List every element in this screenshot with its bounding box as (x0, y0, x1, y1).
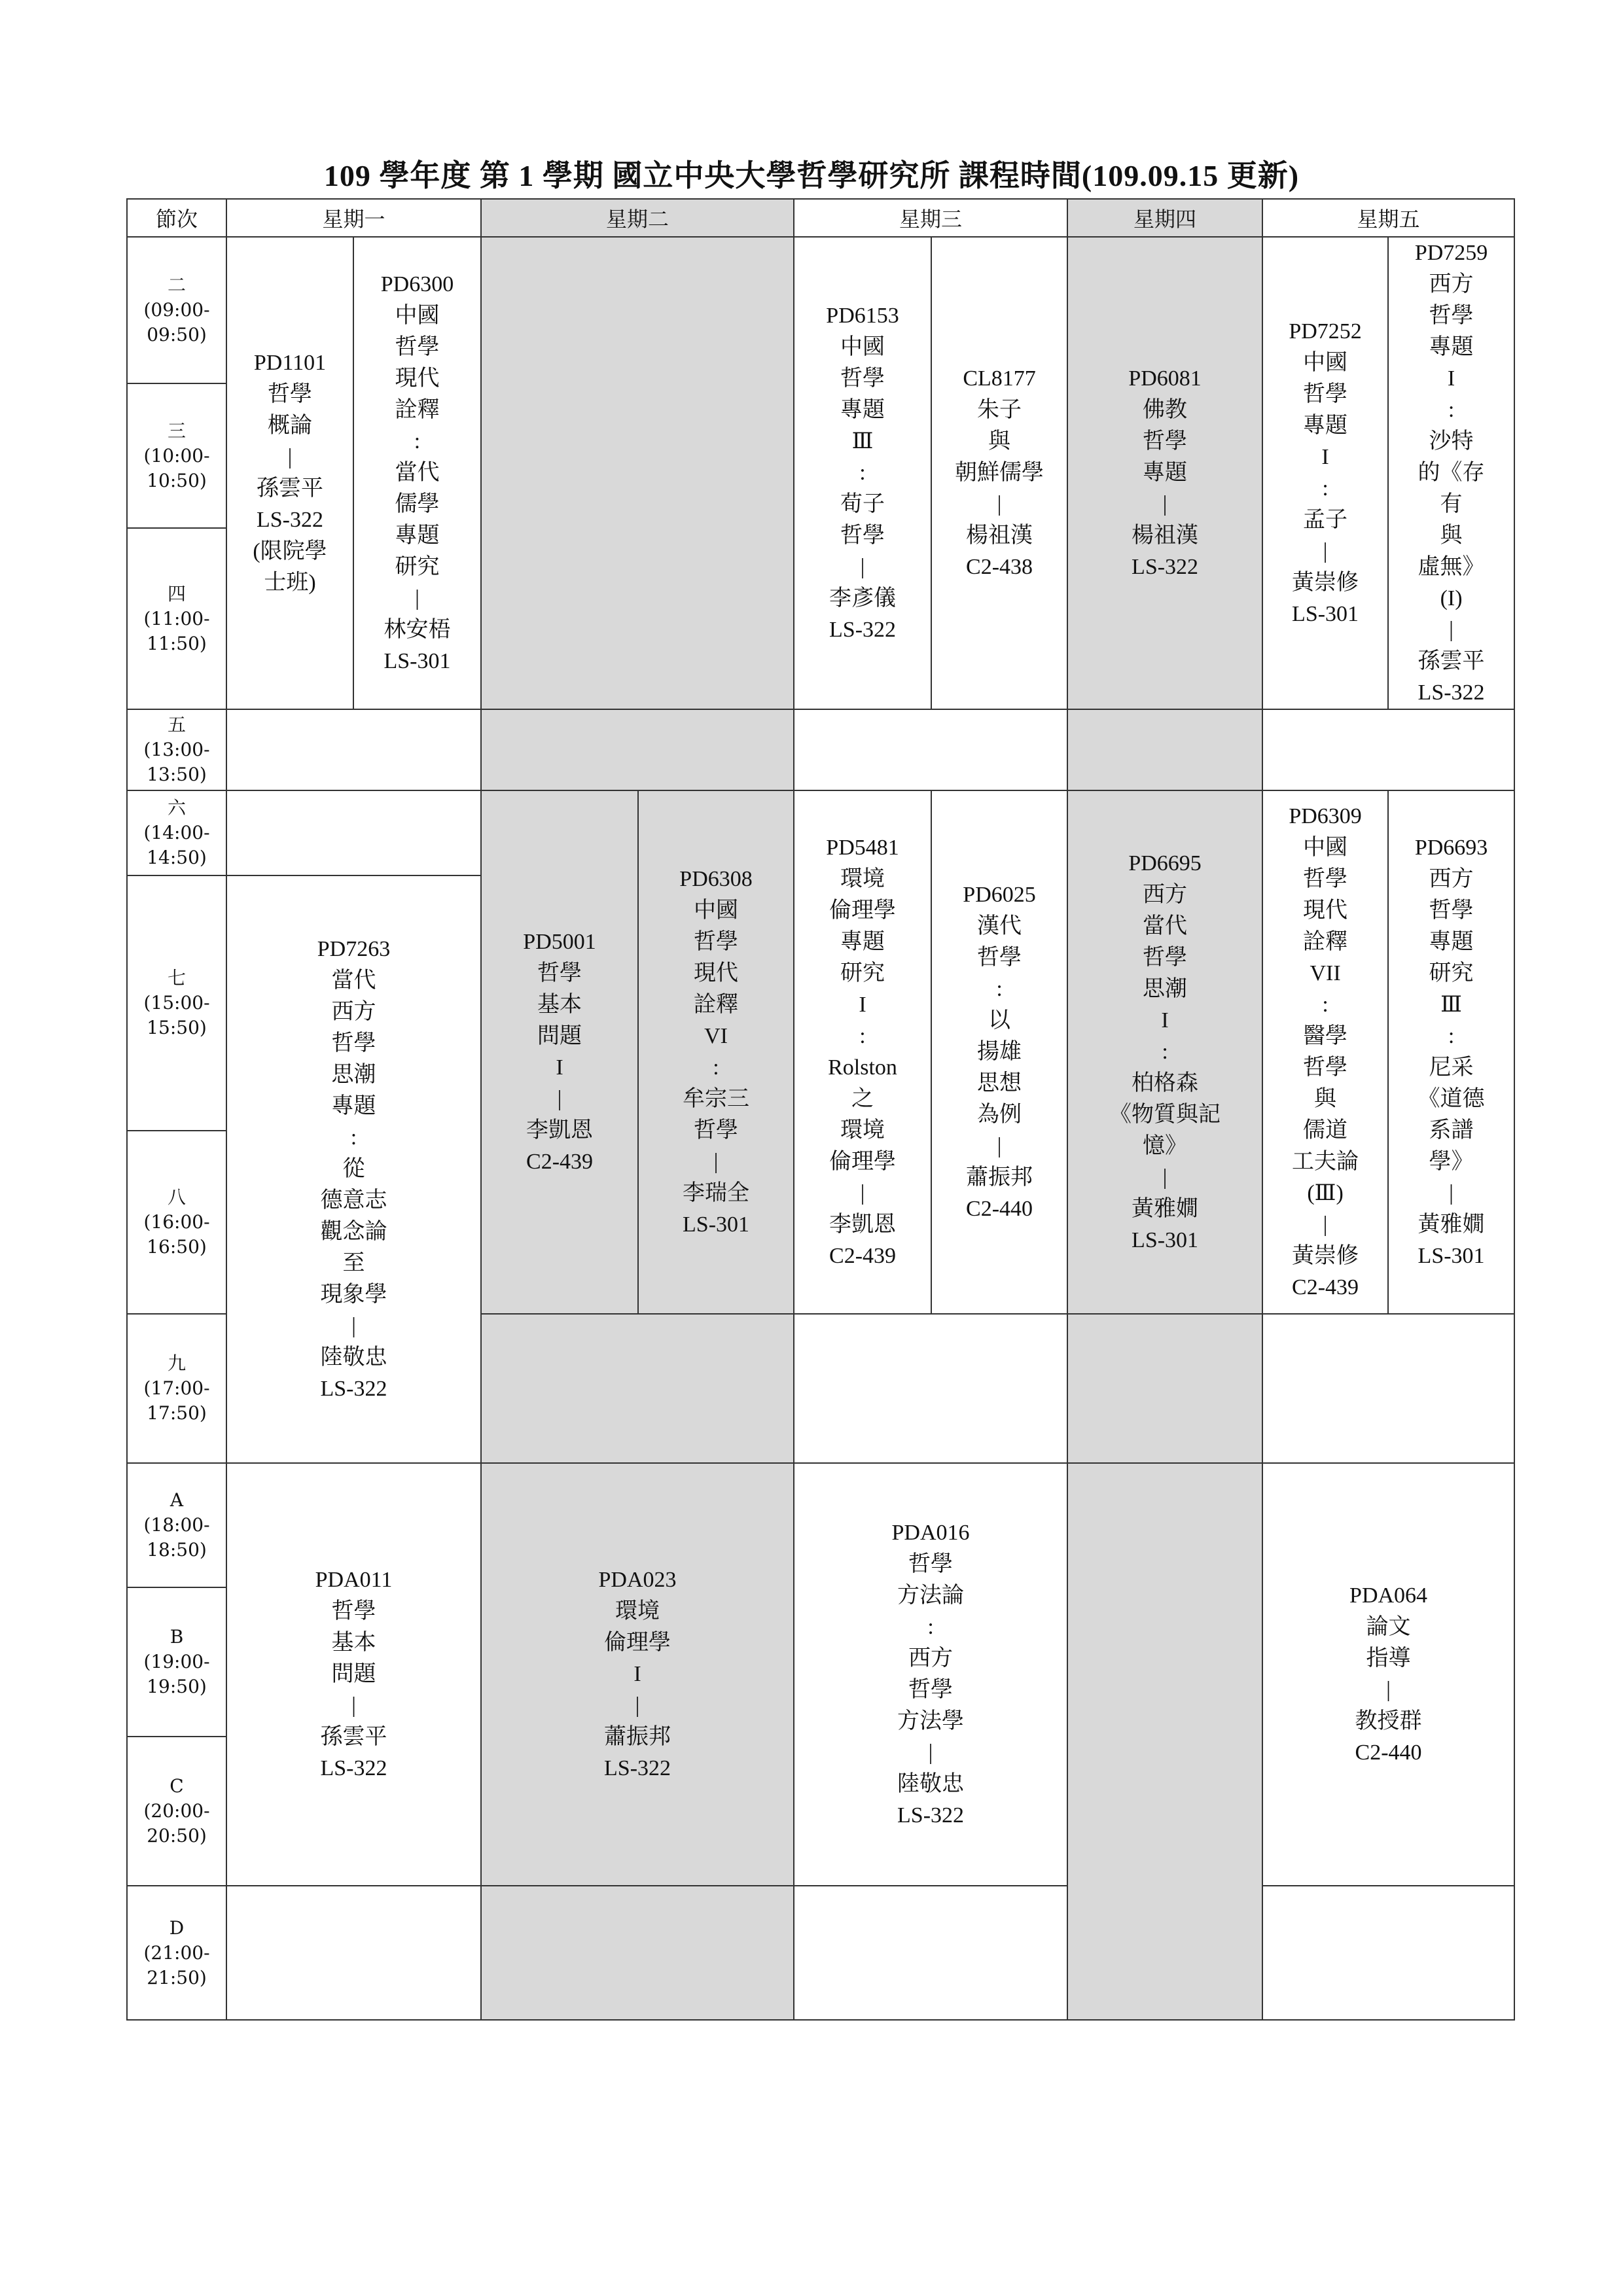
course-pd7259[interactable]: PD7259 西方 哲學 專題 I : 沙特 的《存 有 與 虛無》 (I) | 孫雲平 LS-322 (1388, 237, 1514, 709)
course-pd1101[interactable]: PD1101 哲學 概論 | 孫雲平 LS-322 (限院學 士班) (226, 237, 353, 709)
empty-cell (1067, 1314, 1262, 1463)
period-time: (18:00- 18:50) (143, 1514, 210, 1561)
course-pda016[interactable]: PDA016 哲學 方法論 : 西方 哲學 方法學 | 陸敬忠 LS-322 (794, 1463, 1067, 1886)
period-name: 三 (167, 419, 186, 442)
empty-cell (226, 1886, 481, 2020)
course-pd6081[interactable]: PD6081 佛教 哲學 專題 | 楊祖漢 LS-322 (1067, 237, 1262, 709)
period-name: 九 (167, 1352, 186, 1374)
course-pd6300[interactable]: PD6300 中國 哲學 現代 詮釋 : 當代 儒學 專題 研究 | 林安梧 LS-301 (353, 237, 481, 709)
period-time: (11:00- 11:50) (143, 607, 210, 654)
period-time: (20:00- 20:50) (143, 1800, 210, 1846)
header-monday: 星期一 (226, 199, 481, 237)
empty-cell (481, 1886, 794, 2020)
period-cell (127, 528, 226, 709)
course-pd5481[interactable]: PD5481 環境 倫理學 專題 研究 I : Rolston 之 環境 倫理學 | 李凱恩 C2-439 (794, 790, 931, 1314)
header-row (127, 199, 1514, 237)
period-cell (127, 1886, 226, 2020)
empty-cell (481, 237, 794, 709)
period-row (127, 709, 1514, 790)
course-pd6695[interactable]: PD6695 西方 當代 哲學 思潮 I : 柏格森 《物質與記 憶》 | 黃雅嫺 LS-301 (1067, 790, 1262, 1314)
period-row (127, 790, 1514, 875)
empty-cell (226, 709, 481, 790)
empty-cell (1262, 709, 1514, 790)
period-cell (127, 1587, 226, 1737)
course-pd6308[interactable]: PD6308 中國 哲學 現代 詮釋 VI : 牟宗三 哲學 | 李瑞全 LS-301 (638, 790, 794, 1314)
period-cell (127, 383, 226, 529)
period-row (127, 237, 1514, 383)
empty-cell (481, 709, 794, 790)
period-name: D (169, 1916, 185, 1939)
period-time: (19:00- 19:50) (143, 1651, 210, 1697)
empty-cell (1262, 1886, 1514, 2020)
period-time: (15:00- 15:50) (143, 992, 210, 1038)
period-name: 五 (167, 714, 186, 735)
empty-cell (794, 1314, 1067, 1463)
header-wednesday: 星期三 (794, 199, 1067, 237)
course-pd7252[interactable]: PD7252 中國 哲學 專題 I : 孟子 | 黃崇修 LS-301 (1262, 237, 1388, 709)
period-time: (17:00- 17:50) (143, 1377, 210, 1424)
course-pda011[interactable]: PDA011 哲學 基本 問題 | 孫雲平 LS-322 (226, 1463, 481, 1886)
empty-cell (226, 790, 481, 875)
empty-cell (794, 709, 1067, 790)
period-name: 七 (167, 967, 186, 989)
course-cl8177[interactable]: CL8177 朱子 與 朝鮮儒學 | 楊祖漢 C2-438 (931, 237, 1067, 709)
period-time: (13:00- 13:50) (143, 739, 210, 785)
course-pd6025[interactable]: PD6025 漢代 哲學 : 以 揚雄 思想 為例 | 蕭振邦 C2-440 (931, 790, 1067, 1314)
page-title: 109 學年度 第 1 學期 國立中央大學哲學研究所 課程時間(109.09.15 更新) (323, 159, 1300, 192)
period-time: (21:00- 21:50) (143, 1941, 210, 1988)
header-friday: 星期五 (1262, 199, 1514, 237)
period-name: 四 (167, 582, 186, 605)
period-cell (127, 709, 226, 790)
period-time: (09:00- 09:50) (143, 298, 210, 345)
period-time: (14:00- 14:50) (143, 822, 210, 868)
header-period: 節次 (127, 199, 226, 237)
period-cell (127, 875, 226, 1131)
schedule-table (126, 198, 1515, 2021)
course-pda064[interactable]: PDA064 論文 指導 | 教授群 C2-440 (1262, 1463, 1514, 1886)
period-name: 八 (167, 1186, 186, 1208)
period-cell (127, 790, 226, 875)
header-thursday: 星期四 (1067, 199, 1262, 237)
period-time: (16:00- 16:50) (143, 1211, 210, 1258)
period-cell (127, 1314, 226, 1463)
course-pd6693[interactable]: PD6693 西方 哲學 專題 研究 Ⅲ : 尼采 《道德 系譜 學》 | 黃雅嫺 LS-301 (1388, 790, 1514, 1314)
period-cell (127, 237, 226, 383)
course-pd6309[interactable]: PD6309 中國 哲學 現代 詮釋 VII : 醫學 哲學 與 儒道 工夫論 (Ⅲ) | 黃崇修 C2-439 (1262, 790, 1388, 1314)
period-cell (127, 1463, 226, 1587)
course-pda023[interactable]: PDA023 環境 倫理學 I | 蕭振邦 LS-322 (481, 1463, 794, 1886)
period-name: C (169, 1775, 184, 1797)
empty-cell (481, 1314, 794, 1463)
period-row (127, 1463, 1514, 1587)
empty-cell (1067, 709, 1262, 790)
period-time: (10:00- 10:50) (143, 444, 210, 491)
course-pd7263[interactable]: PD7263 當代 西方 哲學 思潮 專題 : 從 德意志 觀念論 至 現象學 | 陸敬忠 LS-322 (226, 875, 481, 1463)
period-name: 二 (167, 274, 186, 296)
period-cell (127, 1737, 226, 1886)
period-name: 六 (167, 797, 186, 819)
period-row (127, 1886, 1514, 2020)
period-cell (127, 1131, 226, 1314)
empty-cell (794, 1886, 1067, 2020)
empty-cell (1262, 1314, 1514, 1463)
course-pd5001[interactable]: PD5001 哲學 基本 問題 I | 李凱恩 C2-439 (481, 790, 638, 1314)
empty-cell (1067, 1463, 1262, 2020)
header-tuesday: 星期二 (481, 199, 794, 237)
course-pd6153[interactable]: PD6153 中國 哲學 專題 Ⅲ : 荀子 哲學 | 李彥儀 LS-322 (794, 237, 931, 709)
period-name: B (169, 1626, 184, 1648)
period-name: A (169, 1489, 184, 1511)
